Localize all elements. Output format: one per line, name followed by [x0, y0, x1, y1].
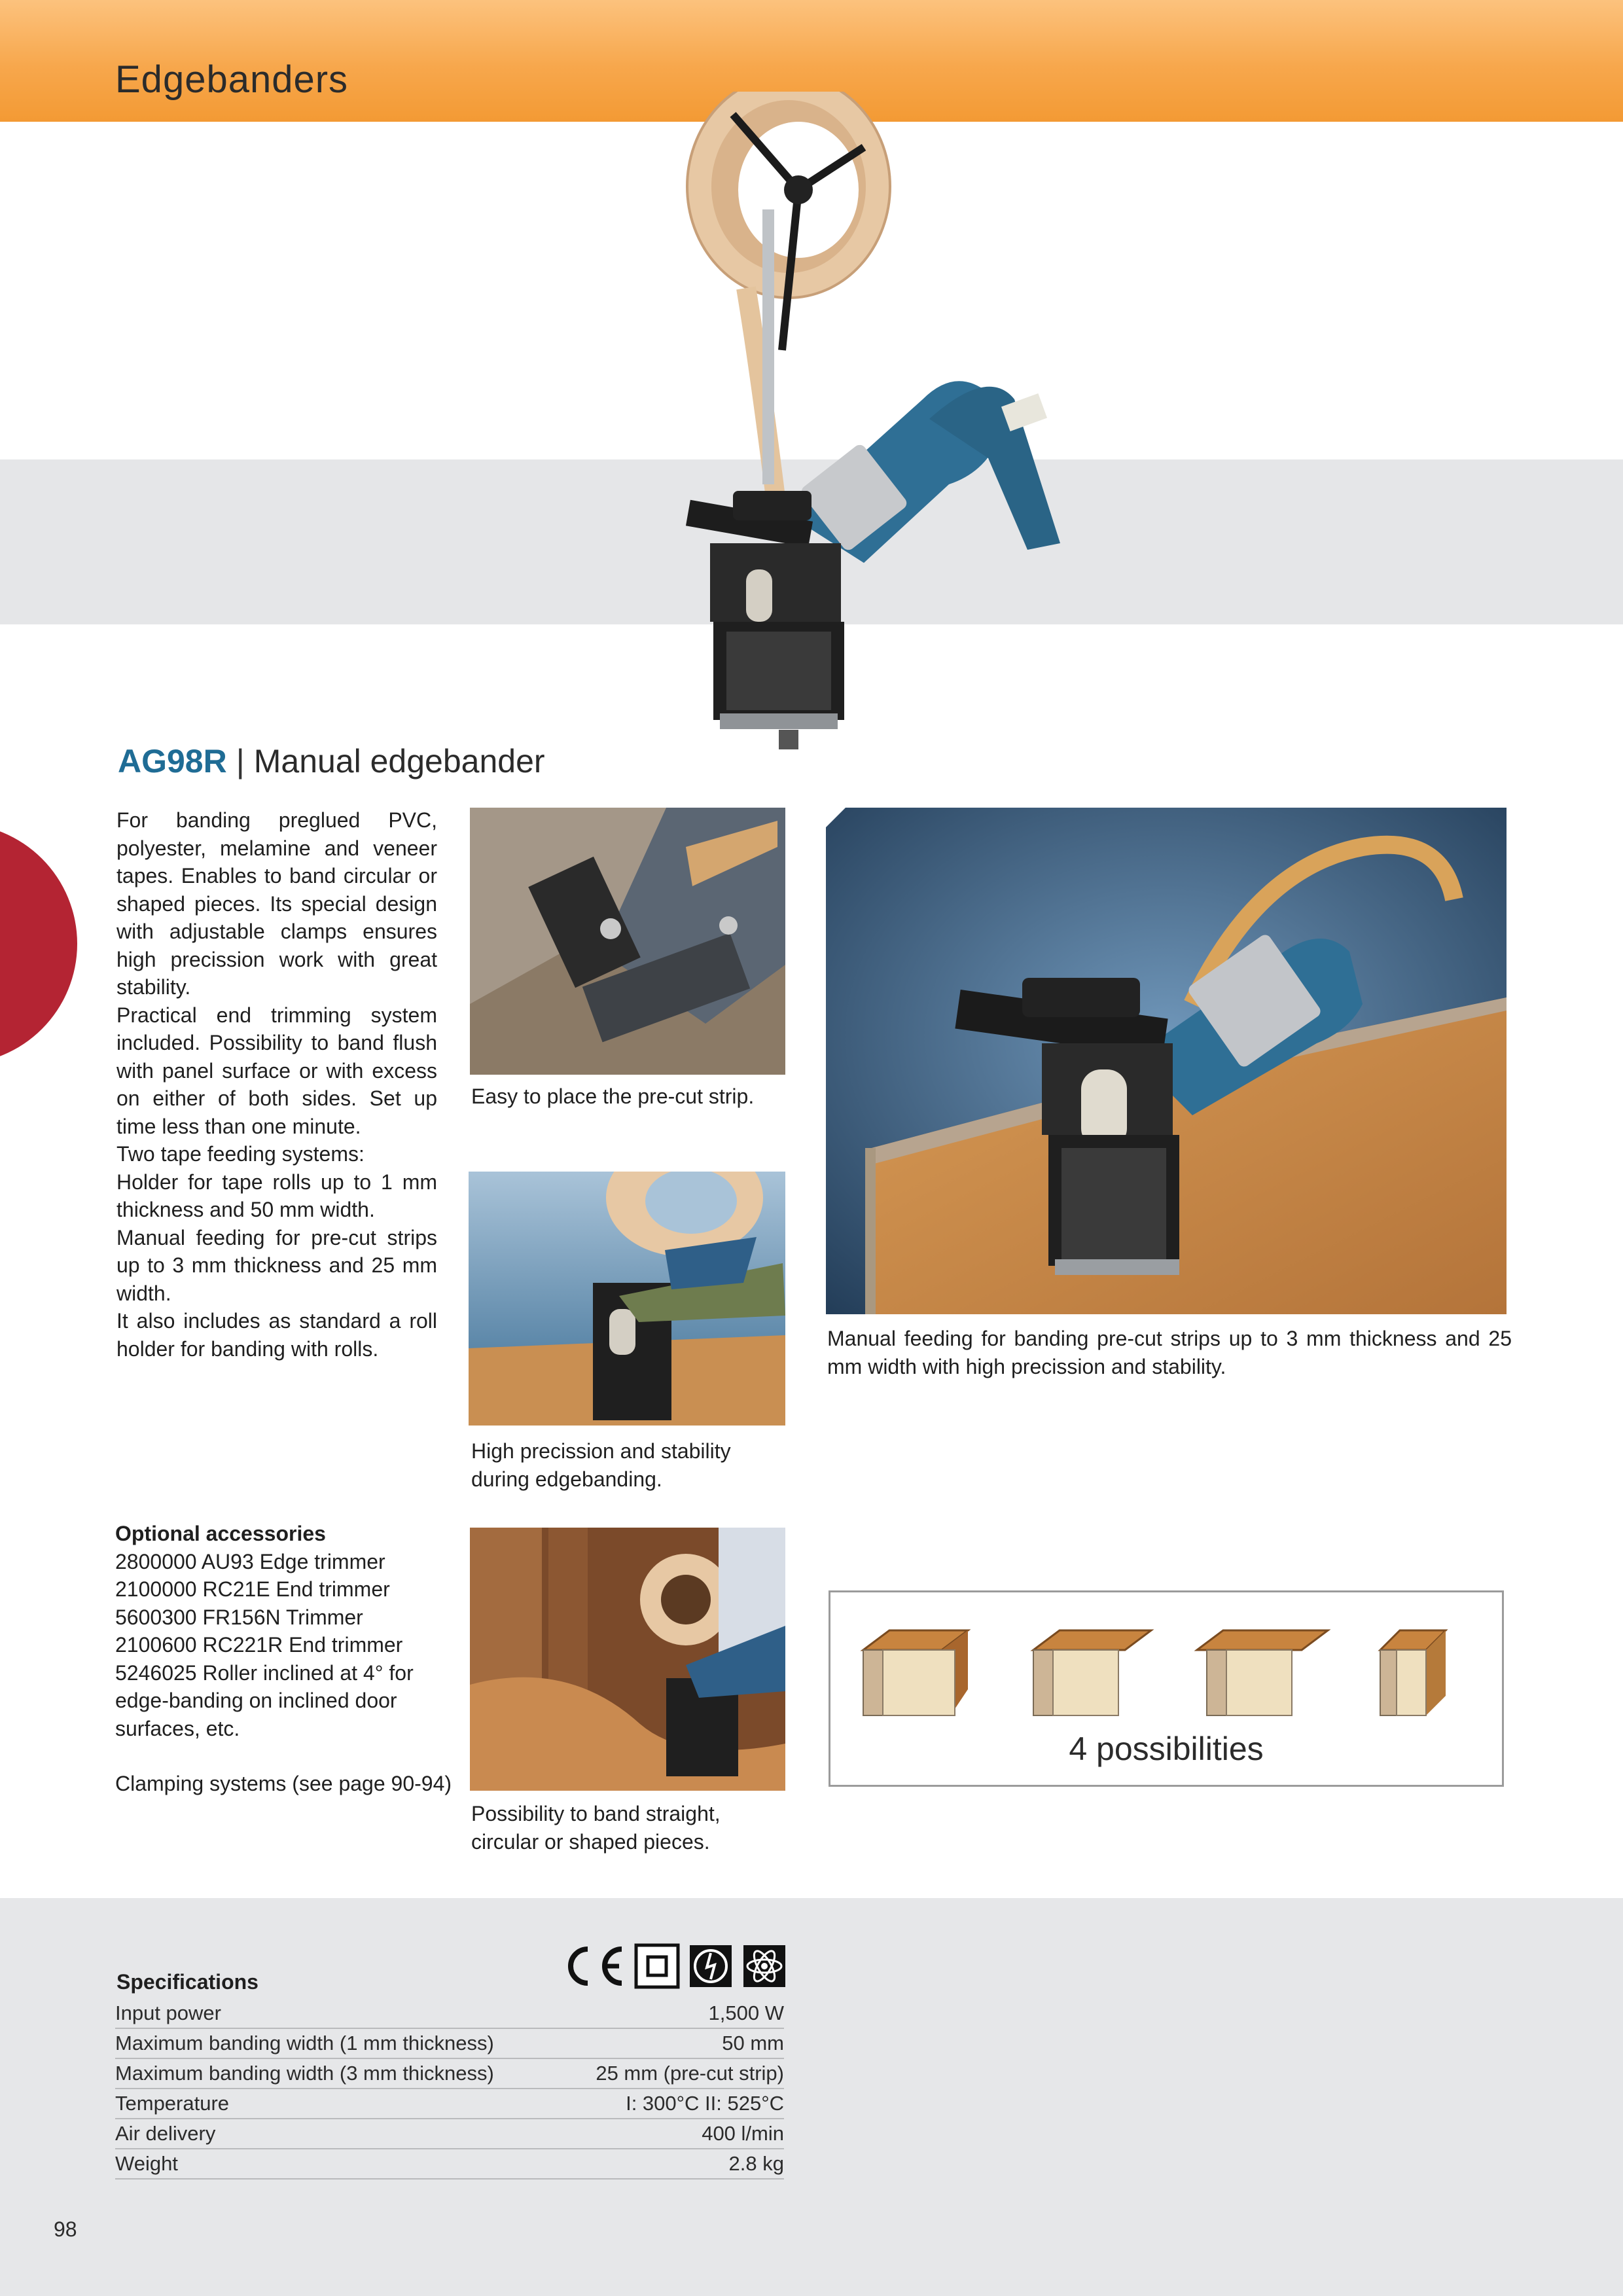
- spec-label: Maximum banding width (3 mm thickness): [115, 2062, 494, 2085]
- hero-product-image: [648, 92, 1145, 759]
- product-name: Manual edgebander: [253, 743, 545, 780]
- possibilities-diagram: [829, 1590, 1504, 1787]
- spec-row: [115, 2119, 784, 2149]
- description-paragraph: Two tape feeding systems:: [116, 1142, 365, 1166]
- photo-shaped-pieces: [470, 1528, 785, 1791]
- edge-profile-excess-both: [1197, 1630, 1328, 1715]
- title-separator: |: [236, 743, 245, 780]
- clamping-note: Clamping systems (see page 90-94): [115, 1772, 452, 1795]
- accessory-item: 5246025 Roller inclined at 4° for edge-banding on inclined door surfaces, etc.: [115, 1660, 414, 1740]
- description-paragraph: It also includes as standard a roll holder for banding with rolls.: [116, 1309, 437, 1361]
- spec-label: Input power: [115, 2001, 221, 2024]
- spec-value: I: 300°C II: 525°C: [626, 2092, 784, 2115]
- accessory-item: 2800000 AU93 Edge trimmer: [115, 1549, 385, 1573]
- hot-air-icon: [690, 1945, 732, 1987]
- spec-row: [115, 2089, 784, 2119]
- optional-accessories: [115, 1520, 455, 1798]
- spec-value: 2.8 kg: [728, 2152, 784, 2175]
- description-paragraph: Holder for tape rolls up to 1 mm thickness and 50 mm width.: [116, 1170, 437, 1221]
- possibilities-label: 4 possibilities: [1069, 1731, 1264, 1767]
- accessory-item: 2100600 RC221R End trimmer: [115, 1633, 403, 1657]
- accessory-item: 2100000 RC21E End trimmer: [115, 1577, 390, 1601]
- spec-value: 25 mm (pre-cut strip): [596, 2062, 784, 2085]
- product-code: AG98R: [118, 743, 227, 780]
- edge-profile-flush: [863, 1630, 968, 1715]
- edge-profiles-illustration: [857, 1624, 1478, 1722]
- specifications-heading: Specifications: [116, 1970, 259, 1994]
- specifications-table: [115, 1999, 784, 2179]
- photo-strip-placement: [470, 808, 785, 1075]
- spec-row: [115, 1999, 784, 2029]
- ce-mark-icon: [571, 1949, 622, 1983]
- side-tab-marker: [0, 823, 77, 1064]
- spec-label: Air delivery: [115, 2122, 216, 2145]
- certification-icons: [562, 1941, 787, 1991]
- double-insulation-icon: [636, 1945, 678, 1987]
- photo-manual-feeding: [826, 808, 1507, 1314]
- description-paragraph: For banding preglued PVC, polyester, melamine and veneer tapes. Enables to band circular or shaped pieces. Its special design with adjustable clamps ensures high precission work with great stability.: [116, 808, 437, 999]
- product-description: [116, 806, 437, 1363]
- safety-approval-icon: [743, 1945, 785, 1987]
- edge-profile-excess-right: [1033, 1630, 1151, 1715]
- spec-value: 1,500 W: [708, 2001, 784, 2024]
- edge-profile-excess-left: [1380, 1630, 1446, 1715]
- photo-caption: Possibility to band straight, circular or shaped pieces.: [471, 1802, 721, 1854]
- spec-row: [115, 2059, 784, 2089]
- spec-label: Maximum banding width (1 mm thickness): [115, 2032, 494, 2054]
- spec-value: 400 l/min: [702, 2122, 784, 2145]
- page-number: 98: [54, 2217, 77, 2241]
- description-paragraph: Manual feeding for pre-cut strips up to 3 mm thickness and 25 mm width.: [116, 1225, 437, 1305]
- photo-caption: Easy to place the pre-cut strip.: [471, 1085, 755, 1108]
- spacer: [115, 1742, 455, 1770]
- spec-label: Temperature: [115, 2092, 230, 2115]
- spec-row: [115, 2029, 784, 2059]
- spec-value: 50 mm: [722, 2032, 784, 2054]
- product-title: [118, 742, 545, 780]
- photo-caption: Manual feeding for banding pre-cut strips up to 3 mm thickness and 25 mm width with high precission and stability.: [827, 1327, 1512, 1378]
- spec-row: [115, 2149, 784, 2179]
- accessories-heading: Optional accessories: [115, 1522, 326, 1545]
- spec-label: Weight: [115, 2152, 178, 2175]
- accessory-item: 5600300 FR156N Trimmer: [115, 1605, 363, 1629]
- photo-caption: High precission and stability during edgebanding.: [471, 1439, 731, 1491]
- section-title: Edgebanders: [115, 58, 349, 101]
- photo-edgebanding-precision: [469, 1172, 785, 1426]
- description-paragraph: Practical end trimming system included. Possibility to band flush with panel surface or with excess on either of both sides. Set up time less than one minute.: [116, 1003, 437, 1138]
